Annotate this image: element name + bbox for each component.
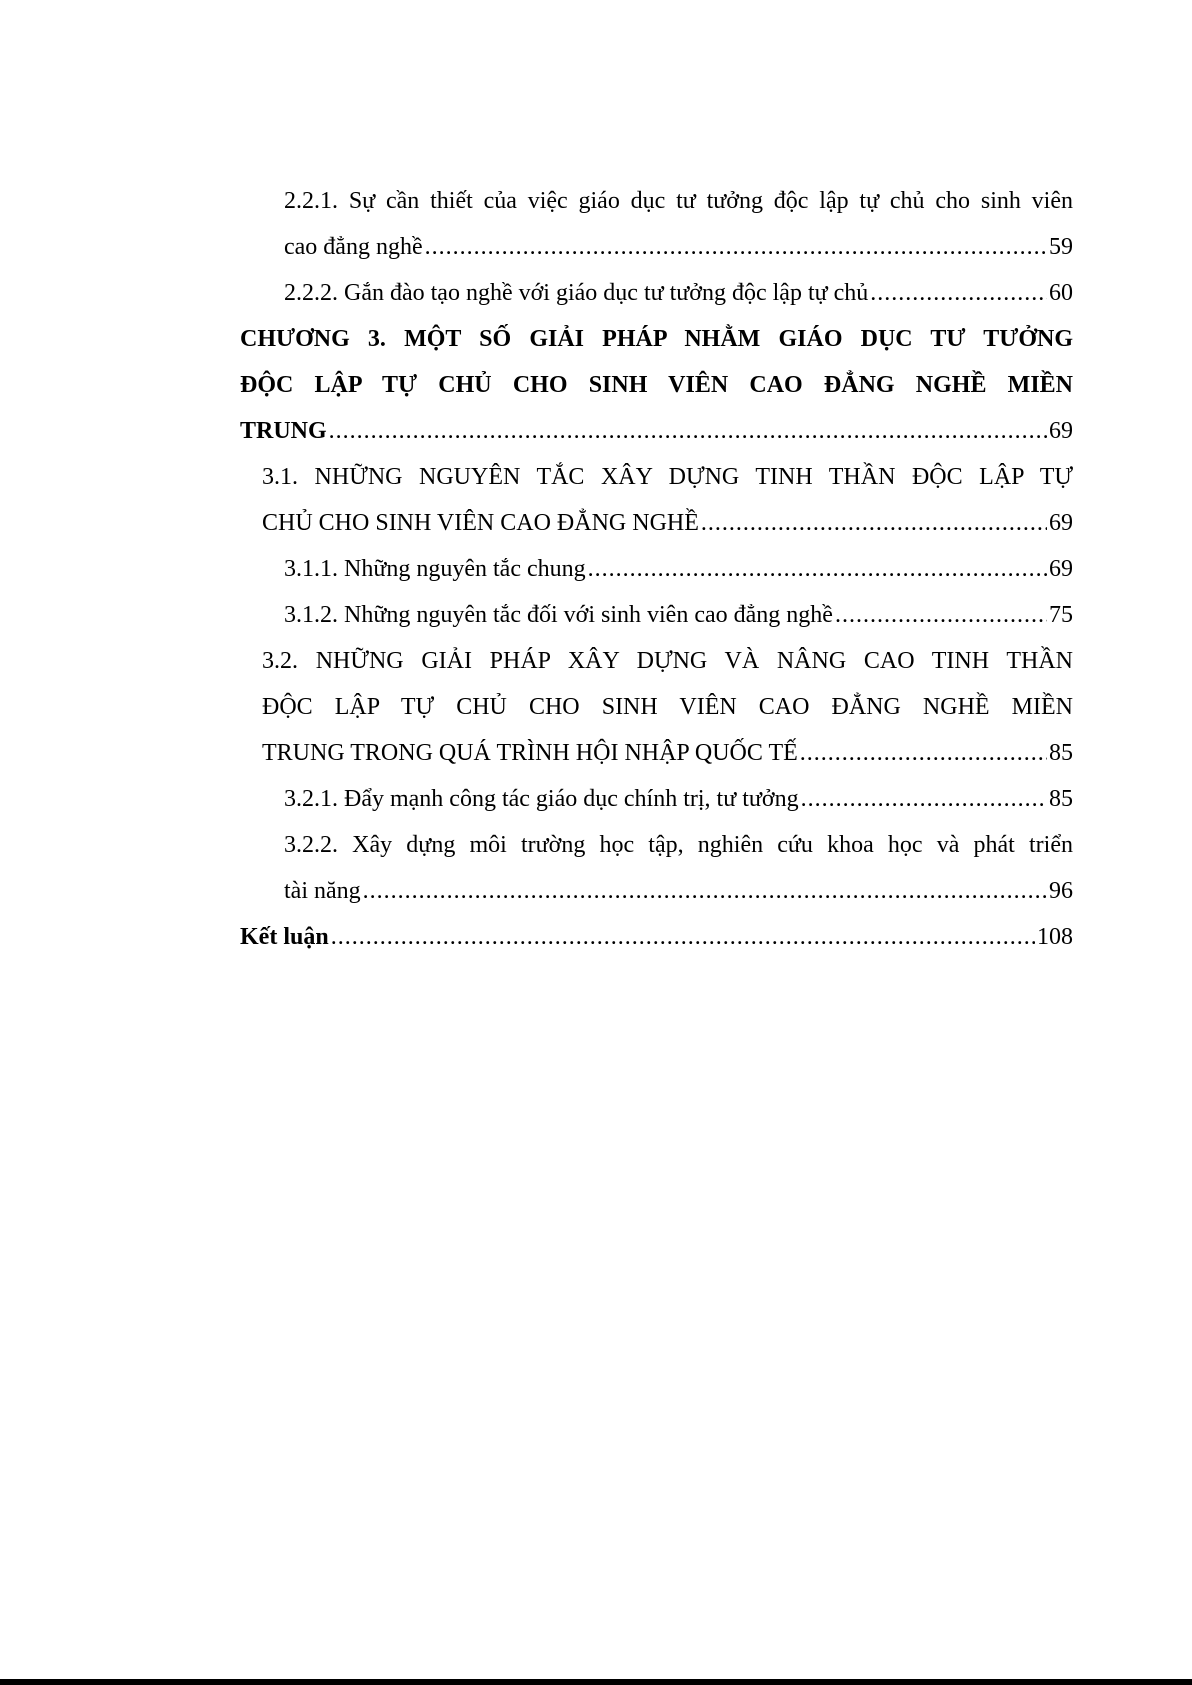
toc-entry-2-2-2[interactable] bbox=[240, 270, 1073, 316]
toc-leader-dots bbox=[331, 914, 1035, 960]
page-bottom-edge bbox=[0, 1679, 1192, 1685]
toc-page-number: 59 bbox=[1049, 234, 1073, 260]
toc-page-number: 60 bbox=[1049, 280, 1073, 306]
toc-leader-dots bbox=[701, 500, 1047, 546]
toc-page-number: 75 bbox=[1049, 602, 1073, 628]
toc-entry-text: cao đẳng nghề bbox=[284, 234, 423, 260]
toc-leader-dots bbox=[801, 776, 1047, 822]
toc-chapter-3-line2 bbox=[240, 362, 1073, 408]
toc-entry-text: ĐỘC LẬP TỰ CHỦ CHO SINH VIÊN CAO ĐẲNG NGHỀ MIỀN bbox=[262, 694, 1073, 720]
toc-section-3-2-line3[interactable] bbox=[240, 730, 1073, 776]
toc-entry-text: CHƯƠNG 3. MỘT SỐ GIẢI PHÁP NHẰM GIÁO DỤC TƯ TƯỞNG bbox=[240, 326, 1073, 352]
toc-leader-dots bbox=[870, 270, 1047, 316]
toc-leader-dots bbox=[588, 546, 1047, 592]
toc-entry-3-1-1[interactable] bbox=[240, 546, 1073, 592]
toc-page-number: 69 bbox=[1049, 556, 1073, 582]
toc-page-number: 85 bbox=[1049, 740, 1073, 766]
toc-entry-text: 2.2.1. Sự cần thiết của việc giáo dục tư tưởng độc lập tự chủ cho sinh viên bbox=[284, 188, 1073, 214]
toc-chapter-3-line1 bbox=[240, 316, 1073, 362]
toc-chapter-3-line3[interactable] bbox=[240, 408, 1073, 454]
toc-section-3-1-line2[interactable] bbox=[240, 500, 1073, 546]
toc-entry-text: 3.1.1. Những nguyên tắc chung bbox=[284, 556, 586, 582]
toc-leader-dots bbox=[800, 730, 1047, 776]
toc-page-number: 69 bbox=[1049, 510, 1073, 536]
toc-entry-text: 3.2.1. Đẩy mạnh công tác giáo dục chính trị, tư tưởng bbox=[284, 786, 799, 812]
toc-entry-text: 3.1. NHỮNG NGUYÊN TẮC XÂY DỰNG TINH THẦN ĐỘC LẬP TỰ bbox=[262, 464, 1073, 490]
toc-entry-3-2-2-line2[interactable] bbox=[240, 868, 1073, 914]
toc-leader-dots bbox=[329, 408, 1047, 454]
toc-leader-dots bbox=[363, 868, 1047, 914]
toc-page-number: 96 bbox=[1049, 878, 1073, 904]
toc-entry-text: CHỦ CHO SINH VIÊN CAO ĐẲNG NGHỀ bbox=[262, 510, 699, 536]
toc-entry-2-2-1-line1 bbox=[240, 178, 1073, 224]
toc-section-3-2-line1 bbox=[240, 638, 1073, 684]
toc-entry-text: TRUNG TRONG QUÁ TRÌNH HỘI NHẬP QUỐC TẾ bbox=[262, 740, 798, 766]
toc-leader-dots bbox=[835, 592, 1047, 638]
toc-section-3-1-line1 bbox=[240, 454, 1073, 500]
toc-entry-3-2-1[interactable] bbox=[240, 776, 1073, 822]
toc-leader-dots bbox=[425, 224, 1047, 270]
toc-entry-text: ĐỘC LẬP TỰ CHỦ CHO SINH VIÊN CAO ĐẲNG NGHỀ MIỀN bbox=[240, 372, 1073, 398]
toc-entry-2-2-1-line2[interactable] bbox=[240, 224, 1073, 270]
toc-conclusion[interactable] bbox=[240, 914, 1073, 960]
toc-page-number: 108 bbox=[1037, 924, 1073, 950]
toc-entry-text: 2.2.2. Gắn đào tạo nghề với giáo dục tư tưởng độc lập tự chủ bbox=[284, 280, 869, 306]
toc-page-number: 85 bbox=[1049, 786, 1073, 812]
toc-entry-text: 3.2. NHỮNG GIẢI PHÁP XÂY DỰNG VÀ NÂNG CAO TINH THẦN bbox=[262, 648, 1073, 674]
toc-entry-text: tài năng bbox=[284, 878, 361, 904]
table-of-contents bbox=[240, 178, 1073, 960]
toc-entry-3-1-2[interactable] bbox=[240, 592, 1073, 638]
toc-section-3-2-line2 bbox=[240, 684, 1073, 730]
toc-entry-text: Kết luận bbox=[240, 924, 329, 950]
toc-entry-3-2-2-line1 bbox=[240, 822, 1073, 868]
toc-page-number: 69 bbox=[1049, 418, 1073, 444]
toc-entry-text: 3.1.2. Những nguyên tắc đối với sinh viên cao đẳng nghề bbox=[284, 602, 833, 628]
toc-entry-text: TRUNG bbox=[240, 418, 327, 444]
toc-entry-text: 3.2.2. Xây dựng môi trường học tập, nghiên cứu khoa học và phát triển bbox=[284, 832, 1073, 858]
